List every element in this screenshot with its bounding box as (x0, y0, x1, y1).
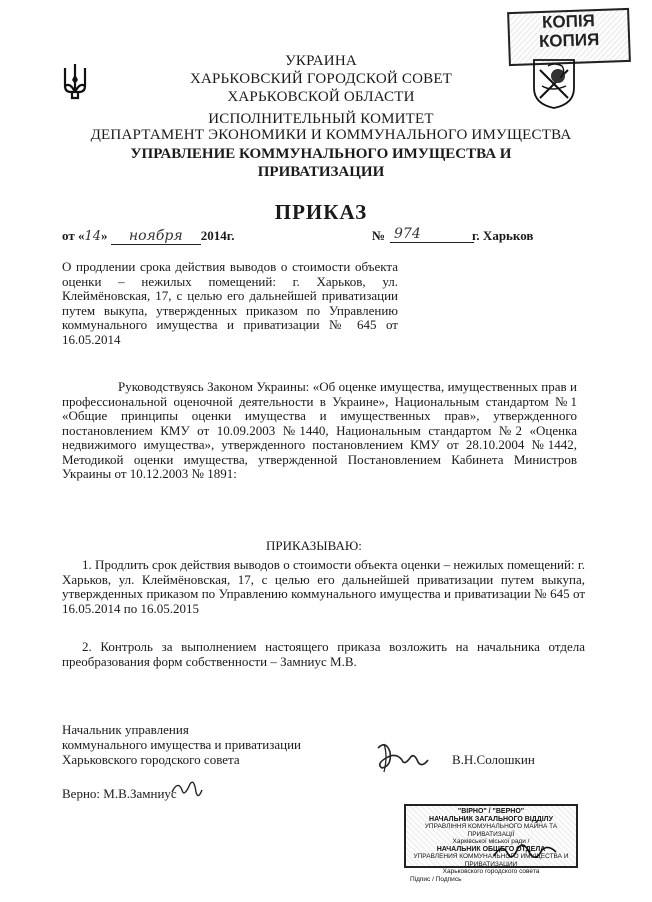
signature-position-line1: Начальник управления (62, 722, 189, 737)
header-committee: ИСПОЛНИТЕЛЬНЫЙ КОМИТЕТ (208, 111, 434, 127)
stamp-line4: Харківської міської ради / (452, 838, 530, 845)
date-year: 2014г. (200, 228, 235, 243)
order-number-label: № (372, 228, 386, 243)
handwritten-signature-icon (372, 738, 432, 774)
stamp-line7: Харьковского городского совета (442, 868, 540, 875)
date-line (62, 228, 562, 248)
signature-position (62, 722, 301, 767)
copy-stamp-line1: КОПІЯ (541, 11, 596, 32)
order-heading: ПРИКАЗЫВАЮ: (266, 538, 362, 553)
signature-position-line3: Харьковского городского совета (62, 752, 240, 767)
date-day: 14 (84, 229, 102, 244)
copy-stamp-line2: КОПИЯ (538, 29, 600, 52)
order-preamble: Руководствуясь Законом Украины: «Об оценке имущества, имущественных прав и профессиональной оценочной деятельности в Украине», Национальным стандартом №1 «Общие принципы оценки имущества и имущественных прав», утвержденного постановлением КМУ от 10.09.2003 №1440, Национальным стандартом №2 «Оценка недвижимого имущества», утвержденного постановлением КМУ от 28.10.2004 №1442, Методикой оценки имущества, утвержденной Постановлением Кабинета Министров Украины от 10.12.2003 № 1891: (62, 379, 577, 481)
header-region: ХАРЬКОВСКОЙ ОБЛАСТИ (227, 89, 415, 105)
date-prefix: от « (62, 228, 85, 243)
order-item-1: 1. Продлить срок действия выводов о стоимости объекта оценки – нежилых помещений: г. Харьков, ул. Клеймёновская, 17, с целью его дальнейшей приватизации путем выкупа, утвержденных приказом по Управлению коммунального имущества и приватизации № 645 от 16.05.2014 по 16.05.2015 (62, 557, 585, 616)
stamp-line8: Підпис / Подпись (410, 875, 462, 883)
verified-line: Верно: М.В.Замниус (62, 786, 177, 801)
order-item-2: 2. Контроль за выполнением настоящего приказа возложить на начальника отдела преобразования форм собственности – Замниус М.В. (62, 639, 585, 669)
order-subject: О продлении срока действия выводов о стоимости объекта оценки – нежилых помещений: г. Харьков, ул. Клеймёновская, 17, с целью его дальнейшей приватизации путем выкупа, утвержденных приказом по Управлению коммунального имущества и приватизации № 645 от 16.05.2014 (62, 259, 398, 347)
document-title: ПРИКАЗ (274, 200, 368, 224)
stamp-line3: УПРАВЛІННЯ КОМУНАЛЬНОГО МАЙНА ТА ПРИВАТИЗАЦІЇ (424, 823, 558, 838)
signature-position-line2: коммунального имущества и приватизации (62, 737, 301, 752)
stamp-line5: НАЧАЛЬНИК ОБЩЕГО ОТДЕЛА (436, 845, 546, 853)
order-number: 974 (390, 226, 474, 243)
header-department: ДЕПАРТАМЕНТ ЭКОНОМИКИ И КОММУНАЛЬНОГО ИМУЩЕСТВА (90, 127, 572, 143)
stamp-line1: "ВІРНО" / "ВЕРНО" (457, 808, 525, 815)
order-city: г. Харьков (472, 228, 534, 243)
header-council: ХАРЬКОВСКИЙ ГОРОДСКОЙ СОВЕТ (189, 71, 453, 87)
stamp-line6: УПРАВЛЕНИЯ КОММУНАЛЬНОГО ИМУЩЕСТВА И ПРИВАТИЗАЦИИ (413, 853, 569, 868)
date-month: ноября (111, 228, 201, 245)
header-country: УКРАИНА (285, 53, 357, 69)
stamp-line2: НАЧАЛЬНИК ЗАГАЛЬНОГО ВІДДІЛУ (429, 815, 553, 823)
header-directorate-line1: УПРАВЛЕНИЕ КОММУНАЛЬНОГО ИМУЩЕСТВА И (130, 146, 512, 162)
stamp-signature-icon (490, 836, 560, 866)
date-close: » (101, 228, 108, 243)
header-directorate-line2: ПРИВАТИЗАЦИИ (257, 164, 385, 180)
signature-name: В.Н.Солошкин (452, 752, 535, 767)
initials-signature-icon (168, 776, 204, 802)
